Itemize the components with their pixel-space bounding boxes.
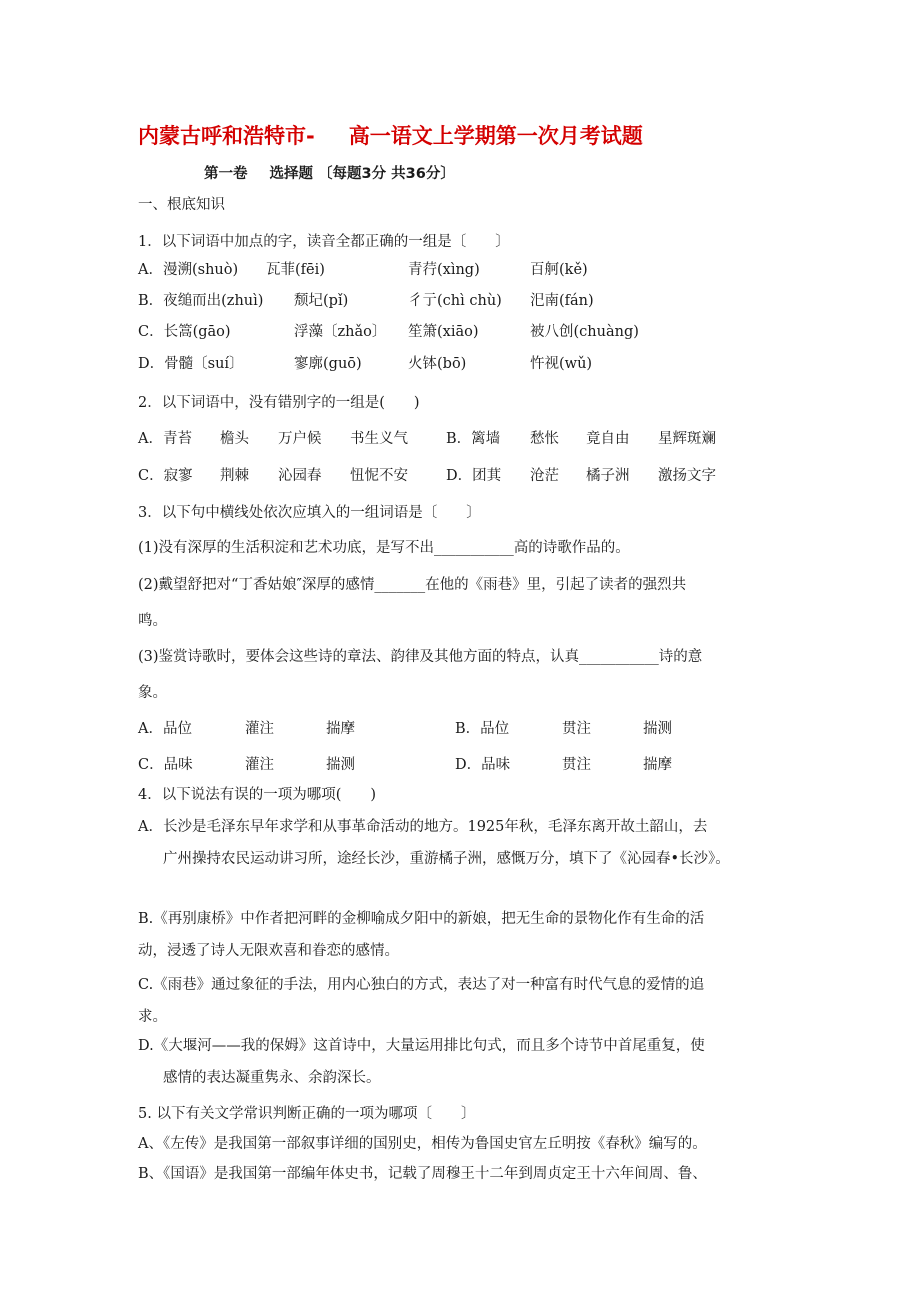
q1-b-3: 彳亍(chì chù)	[408, 293, 502, 309]
q2-cell: A．青苔	[138, 431, 192, 447]
q4-option-a: A．长沙是毛泽东早年求学和从事革命活动的地方。1925年秋，毛泽东离开故土韶山，去	[138, 819, 708, 835]
q2-option-row	[138, 464, 818, 484]
q3-cell: 揣测	[643, 721, 672, 737]
section-info: 选择题 〔每题3分 共36分〕	[269, 166, 455, 182]
q1-c-3: 笙箫(xiāo)	[408, 324, 479, 340]
q5-option-a: A、《左传》是我国第一部叙事详细的国别史，相传为鲁国史官左丘明按《春秋》编写的。	[138, 1136, 707, 1152]
q4-option-c-cont: 求。	[138, 1009, 167, 1025]
q3-cell: 灌注	[245, 721, 274, 737]
q1-option-row	[138, 352, 818, 372]
q1-a-1: A．漫溯(shuò)	[138, 262, 239, 278]
q2-cell: 忸怩不安	[350, 468, 408, 484]
q1-d-2: 寥廓(guō)	[294, 356, 362, 372]
q1-stem: 1．以下词语中加点的字，读音全都正确的一组是〔 〕	[138, 234, 510, 250]
q3-cell: 灌注	[245, 757, 274, 773]
volume-label: 第一卷	[204, 166, 248, 182]
q1-c-2: 浮藻〔zhǎo〕	[294, 324, 387, 340]
q3-cell: B．品位	[455, 721, 510, 737]
q1-a-3: 青荇(xìng)	[408, 262, 480, 278]
q3-cell: 贯注	[562, 721, 591, 737]
q1-d-3: 火钵(bō)	[408, 356, 467, 372]
q3-cell: 揣测	[326, 757, 355, 773]
section-subtitle	[204, 162, 455, 183]
q2-cell: 沁园春	[278, 468, 322, 484]
q4-option-b-cont: 动，浸透了诗人无限欢喜和眷恋的感情。	[138, 943, 399, 959]
q3-cell: A．品位	[138, 721, 192, 737]
q3-cell: D．品味	[455, 757, 511, 773]
q3-sentence-2-cont: 鸣。	[138, 613, 167, 629]
q1-option-row	[138, 258, 818, 278]
q3-sentence-1: (1)没有深厚的生活积淀和艺术功底，是写不出___________高的诗歌作品的。	[138, 540, 630, 556]
q1-c-1: C．长篙(gāo)	[138, 324, 231, 340]
q2-cell: C．寂寥	[138, 468, 193, 484]
q1-a-4: 百舸(kě)	[530, 262, 588, 278]
q3-cell: 揣摩	[643, 757, 672, 773]
q3-cell: 揣摩	[326, 721, 355, 737]
q2-cell: 愁怅	[530, 431, 559, 447]
q3-option-row	[138, 753, 818, 773]
q4-stem: 4．以下说法有误的一项为哪项( )	[138, 787, 377, 803]
title-part2: 高一语文上学期第一次月考试题	[348, 124, 643, 148]
q2-cell: 竟自由	[586, 431, 630, 447]
q1-b-1: B．夜缒而出(zhuì)	[138, 293, 264, 309]
q1-a-2: 瓦菲(fēi)	[266, 262, 325, 278]
q3-cell: C．品味	[138, 757, 193, 773]
q4-option-b: B.《再别康桥》中作者把河畔的金柳喻成夕阳中的新娘，把无生命的景物化作有生命的活	[138, 911, 705, 927]
q2-option-row	[138, 427, 818, 447]
q1-option-row	[138, 320, 818, 340]
q1-b-4: 汜南(fán)	[530, 293, 594, 309]
q3-sentence-2: (2)戴望舒把对“丁香姑娘″深厚的感情_______在他的《雨巷》里，引起了读者的强烈共	[138, 577, 687, 593]
q2-cell: 荆棘	[220, 468, 249, 484]
title-part1: 内蒙古呼和浩特市-	[138, 124, 315, 148]
q1-c-4: 被八创(chuàng)	[530, 324, 639, 340]
q1-d-1: D．骨髓〔suí〕	[138, 356, 244, 372]
q2-stem: 2．以下词语中，没有错别字的一组是( )	[138, 395, 420, 411]
q3-stem: 3．以下句中横线处依次应填入的一组词语是〔 〕	[138, 505, 481, 521]
q2-cell: 万户候	[278, 431, 322, 447]
q2-cell: 橘子洲	[586, 468, 630, 484]
q3-sentence-3: (3)鉴赏诗歌时，要体会这些诗的章法、韵律及其他方面的特点，认真___________诗的意	[138, 649, 703, 665]
q2-cell: D．团萁	[446, 468, 502, 484]
q3-sentence-3-cont: 象。	[138, 685, 167, 701]
q2-cell: 激扬文字	[658, 468, 716, 484]
q2-cell: B．篱墙	[446, 431, 501, 447]
q4-option-c: C.《雨巷》通过象征的手法，用内心独白的方式，表达了对一种富有时代气息的爱情的追	[138, 977, 705, 993]
q3-option-row	[138, 717, 818, 737]
q1-option-row	[138, 289, 818, 309]
q2-cell: 星辉斑斓	[658, 431, 716, 447]
q2-cell: 檐头	[220, 431, 249, 447]
section-heading: 一、根底知识	[138, 197, 225, 213]
q5-stem: 5. 以下有关文学常识判断正确的一项为哪项〔 〕	[138, 1106, 476, 1122]
q2-cell: 沧茫	[530, 468, 559, 484]
q4-option-d: D.《大堰河——我的保姆》这首诗中，大量运用排比句式，而且多个诗节中首尾重复，使	[138, 1038, 705, 1054]
document-title	[138, 120, 643, 150]
q3-cell: 贯注	[562, 757, 591, 773]
q1-d-4: 忤视(wǔ)	[530, 356, 593, 372]
q5-option-b: B、《国语》是我国第一部编年体史书，记载了周穆王十二年到周贞定王十六年间周、鲁、	[138, 1166, 707, 1182]
q4-option-a-cont: 广州操持农民运动讲习所，途经长沙，重游橘子洲，感慨万分，填下了《沁园春•长沙》。	[163, 851, 730, 867]
q1-b-2: 颓圮(pǐ)	[294, 293, 349, 309]
q4-option-d-cont: 感情的表达凝重隽永、余韵深长。	[163, 1070, 381, 1086]
q2-cell: 书生义气	[350, 431, 408, 447]
